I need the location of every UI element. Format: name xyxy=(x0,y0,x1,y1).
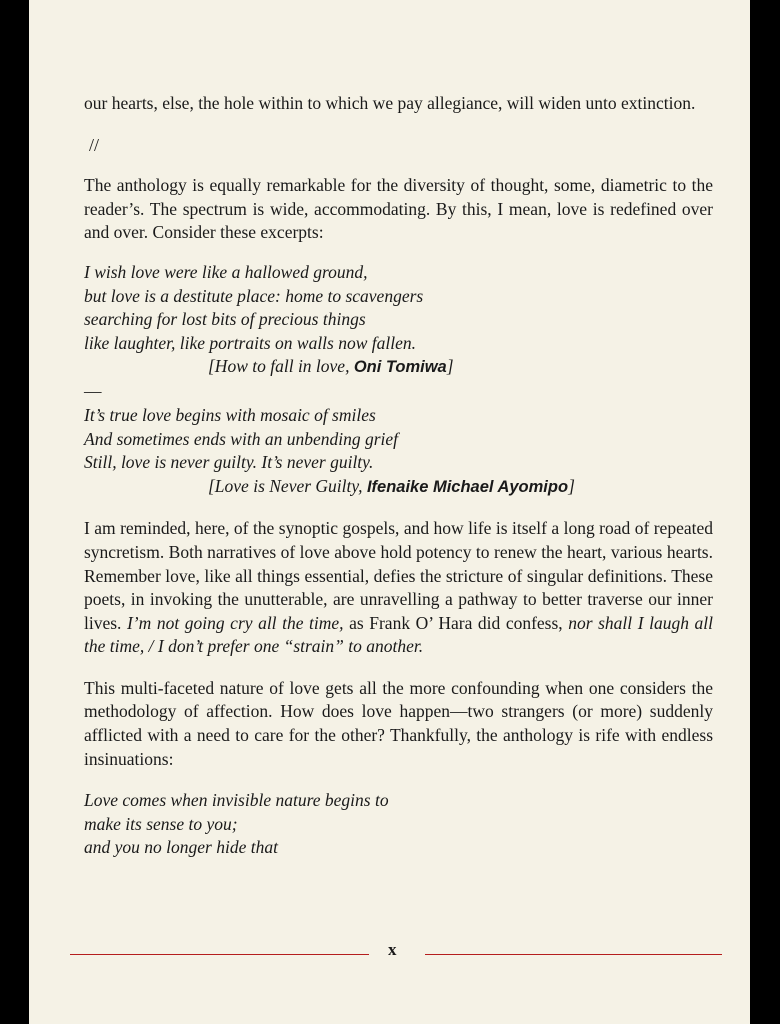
poem-excerpt-3 xyxy=(84,789,713,860)
page-footer xyxy=(70,940,722,964)
credit-title: [How to fall in love, xyxy=(208,356,354,377)
article-body xyxy=(84,92,713,860)
credit-author: Oni Tomiwa xyxy=(353,358,447,377)
poem-line: make its sense to you; xyxy=(84,813,238,834)
paragraph-3-mid: as Frank O’ Hara did confess, xyxy=(343,612,569,633)
poem-line: searching for lost bits of precious things xyxy=(84,309,366,330)
footer-mark: x xyxy=(388,940,397,959)
poem-line: It’s true love begins with mosaic of smiles xyxy=(84,404,376,425)
paragraph-3 xyxy=(84,517,713,659)
paragraph-3-text: I am reminded, here, of the synoptic gospels, and how life is itself a long road of repeated syncretism. Both narratives of love above hold potency to renew the heart, various hearts. Remember love, like all things essential, defies the stricture of singular definitions. These poets, in invoking the unutterable, are unravelling a pathway to better traverse our inner lives. xyxy=(84,518,713,633)
quote-1: I’m not going cry all the time, xyxy=(126,612,344,633)
section-separator: // xyxy=(89,134,100,155)
poem-line: I wish love were like a hallowed ground, xyxy=(84,261,368,282)
paragraph-4: This multi-faceted nature of love gets all the more confounding when one considers the methodology of affection. How does love happen—two strangers (or more) suddenly afflicted with a need to care for the other? Thankfully, the anthology is rife with endless insinuations: xyxy=(84,677,713,769)
quote-2: nor shall I laugh all the time, / I don’t prefer one “strain” to another. xyxy=(84,612,713,657)
footer-rule-left xyxy=(70,954,369,955)
poem-line: And sometimes ends with an unbending grief xyxy=(84,428,399,449)
poem-credit xyxy=(84,355,713,380)
excerpt-divider: — xyxy=(84,380,102,401)
poem-line: Still, love is never guilty. It’s never guilty. xyxy=(84,452,374,473)
paragraph-2: The anthology is equally remarkable for the diversity of thought, some, diametric to the reader’s. The spectrum is wide, accommodating. By this, I mean, love is redefined over and over. Consider these excerpts: xyxy=(84,175,713,243)
poem-excerpt-1 xyxy=(84,261,713,400)
credit-author: Ifenaike Michael Ayomipo xyxy=(366,477,569,496)
credit-title: [Love is Never Guilty, xyxy=(208,475,367,496)
poem-credit xyxy=(84,475,713,500)
paragraph-1: our hearts, else, the hole within to which we pay allegiance, will widen unto extinction. xyxy=(84,93,696,113)
credit-close: ] xyxy=(446,356,454,377)
poem-line: but love is a destitute place: home to scavengers xyxy=(84,285,424,306)
poem-line: and you no longer hide that xyxy=(84,837,278,858)
poem-excerpt-2 xyxy=(84,404,713,499)
footer-rule-right xyxy=(425,954,722,955)
credit-close: ] xyxy=(568,475,575,496)
poem-line: like laughter, like portraits on walls now fallen. xyxy=(84,332,417,353)
page xyxy=(29,0,750,1024)
poem-line: Love comes when invisible nature begins to xyxy=(84,790,389,811)
